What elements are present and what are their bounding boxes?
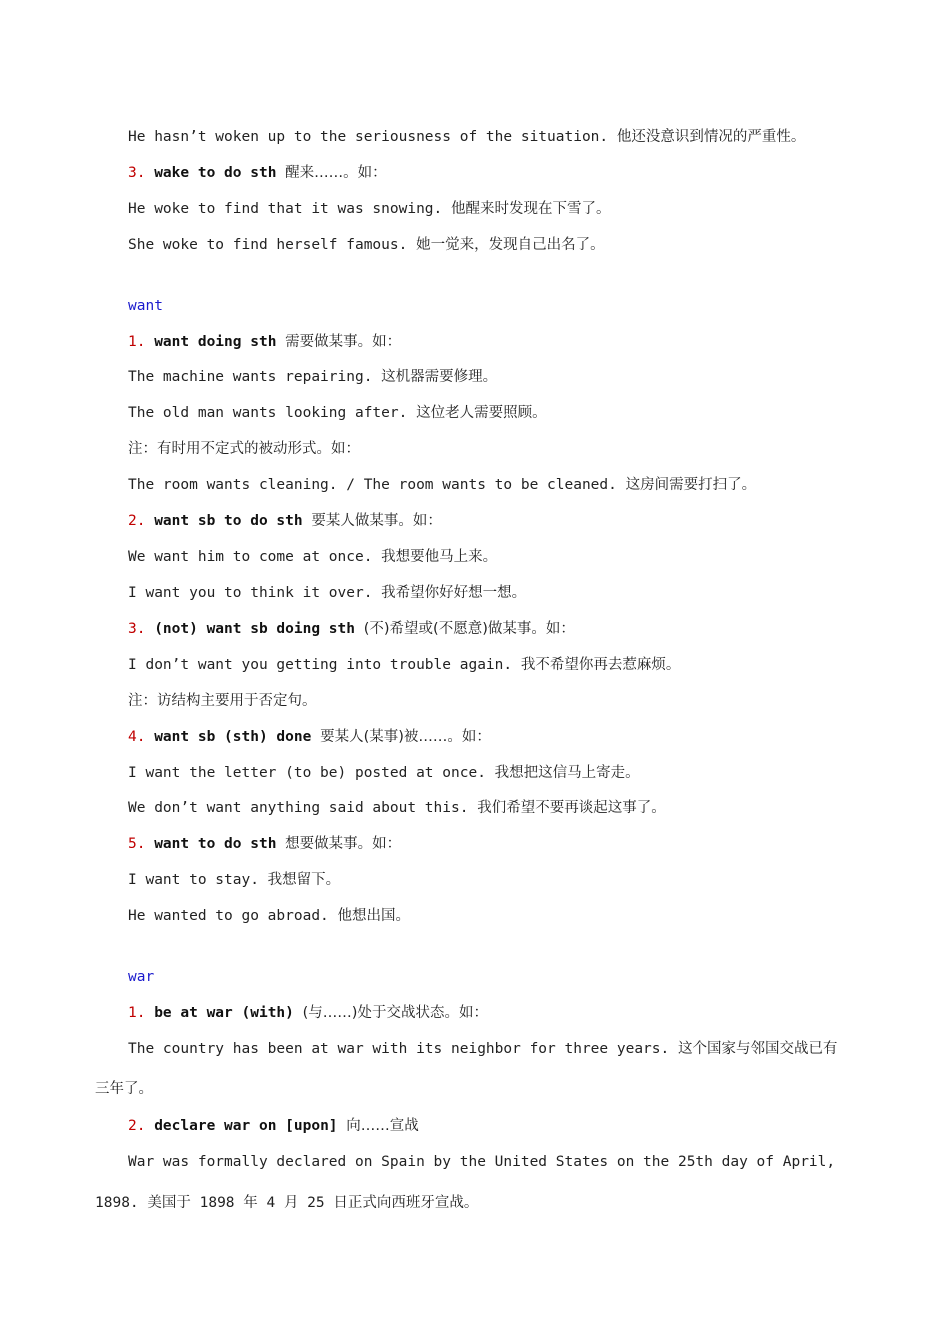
- example-sentence: I want you to think it over. 我希望你好好想一想。: [128, 585, 527, 601]
- example-continuation: 三年了。: [95, 1081, 153, 1097]
- rule-phrase: be at war (with): [154, 1005, 294, 1021]
- example-continuation: 1898. 美国于 1898 年 4 月 25 日正式向西班牙宣战。: [95, 1195, 479, 1211]
- example-sentence: The old man wants looking after. 这位老人需要照顾。: [128, 405, 547, 421]
- example-sentence: She woke to find herself famous. 她一觉来，发现自己出名了。: [128, 237, 605, 253]
- usage-rule: [128, 163, 387, 183]
- rule-gloss: (与……)处于交战状态。如：: [302, 1005, 488, 1021]
- rule-number: 2.: [128, 1118, 146, 1134]
- usage-rule: [128, 332, 401, 352]
- entry-heading: war: [128, 969, 155, 985]
- usage-rule: [128, 1003, 488, 1023]
- rule-gloss: 醒来……。如：: [285, 165, 387, 181]
- rule-number: 1.: [128, 334, 146, 350]
- example-sentence: War was formally declared on Spain by the United States on the 25th day of April,: [128, 1154, 836, 1170]
- rule-number: 3.: [128, 165, 146, 181]
- usage-rule: [128, 1116, 419, 1136]
- rule-gloss: 想要做某事。如：: [285, 836, 402, 852]
- example-sentence: We don’t want anything said about this. 我们希望不要再谈起这事了。: [128, 800, 666, 816]
- rule-gloss: 要某人(某事)被……。如：: [320, 729, 491, 745]
- example-sentence: He woke to find that it was snowing. 他醒来时发现在下雪了。: [128, 201, 611, 217]
- example-sentence: I want the letter (to be) posted at once. 我想把这信马上寄走。: [128, 765, 640, 781]
- rule-phrase: want sb to do sth: [154, 513, 303, 529]
- example-sentence: He hasn’t woken up to the seriousness of the situation. 他还没意识到情况的严重性。: [128, 129, 806, 145]
- rule-phrase: want to do sth: [154, 836, 277, 852]
- rule-gloss: 要某人做某事。如：: [311, 513, 442, 529]
- note-text: 注：有时用不定式的被动形式。如：: [128, 441, 360, 457]
- example-sentence: I don’t want you getting into trouble again. 我不希望你再去惹麻烦。: [128, 657, 681, 673]
- example-sentence: We want him to come at once. 我想要他马上来。: [128, 549, 498, 565]
- rule-phrase: declare war on [upon]: [154, 1118, 338, 1134]
- example-sentence: I want to stay. 我想留下。: [128, 872, 341, 888]
- usage-rule: [128, 511, 442, 531]
- rule-phrase: (not) want sb doing sth: [154, 621, 355, 637]
- example-sentence: The country has been at war with its neighbor for three years. 这个国家与邻国交战已有: [128, 1041, 838, 1057]
- example-sentence: The machine wants repairing. 这机器需要修理。: [128, 369, 498, 385]
- rule-number: 1.: [128, 1005, 146, 1021]
- note-text: 注：访结构主要用于否定句。: [128, 693, 317, 709]
- rule-gloss: (不)希望或(不愿意)做某事。如：: [363, 621, 575, 637]
- usage-rule: [128, 727, 491, 747]
- rule-number: 3.: [128, 621, 146, 637]
- example-sentence: The room wants cleaning. / The room wants to be cleaned. 这房间需要打扫了。: [128, 477, 757, 493]
- usage-rule: [128, 619, 575, 639]
- rule-number: 2.: [128, 513, 146, 529]
- rule-gloss: 需要做某事。如：: [285, 334, 402, 350]
- rule-phrase: want doing sth: [154, 334, 277, 350]
- example-sentence: He wanted to go abroad. 他想出国。: [128, 908, 411, 924]
- entry-heading: want: [128, 298, 163, 314]
- rule-phrase: wake to do sth: [154, 165, 277, 181]
- usage-rule: [128, 834, 401, 854]
- rule-gloss: 向……宣战: [346, 1118, 419, 1134]
- rule-phrase: want sb (sth) done: [154, 729, 312, 745]
- rule-number: 4.: [128, 729, 146, 745]
- rule-number: 5.: [128, 836, 146, 852]
